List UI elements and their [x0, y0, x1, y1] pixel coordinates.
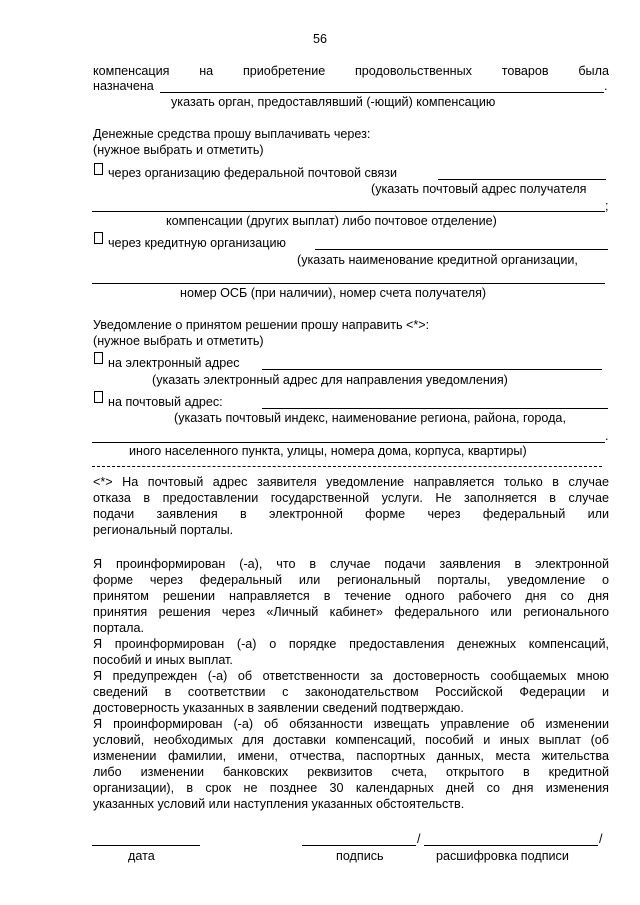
statement-line: Я предупрежден (-а) об ответственности за достоверность сообщаемых мною [93, 669, 609, 683]
notice-mail-field[interactable] [262, 408, 608, 409]
notice-mail-label: на почтовый адрес: [108, 395, 223, 409]
assigned-field[interactable] [160, 92, 604, 93]
signature-label: подпись [336, 849, 384, 863]
notice-email-checkbox[interactable] [94, 352, 103, 364]
payment-post-hint1: (указать почтовый адрес получателя [371, 182, 587, 196]
payment-post-hint2: компенсации (других выплат) либо почтовое отделение) [166, 214, 497, 228]
payment-post-semicolon: ; [605, 199, 609, 213]
decoding-field[interactable] [424, 845, 598, 846]
statement-line: организации), в срок не позднее 30 календарных дней со дня изменения [93, 781, 609, 795]
statement-line: либо изменении банковских реквизитов счета, открытого в кредитной [93, 765, 609, 779]
statement-line: Я проинформирован (-а) о порядке предоставления денежных компенсаций, [93, 637, 609, 651]
decoding-label: расшифровка подписи [436, 849, 569, 863]
statement-line: принятия решения через «Личный кабинет» федерального или регионального [93, 605, 609, 619]
assigned-end: . [604, 79, 608, 93]
footnote-line: подачи заявления в электронной форме через федеральный или [93, 507, 609, 521]
payment-bank-field-2[interactable] [92, 283, 605, 284]
signature-field[interactable] [302, 845, 416, 846]
slash-separator: / [599, 832, 603, 846]
footnote-line: отказа в предоставлении государственной услуги. Не заполняется в случае [93, 491, 609, 505]
statement-line: сведений в соответствии с законодательством Российской Федерации и [93, 685, 609, 699]
statement-line: форме через федеральный или региональный порталы, уведомление о [93, 573, 609, 587]
statement-line: достоверность указанных в заявлении сведений подтверждаю. [93, 701, 464, 715]
notice-mail-checkbox[interactable] [94, 391, 103, 403]
statement-line: пособий и иных выплат. [93, 653, 233, 667]
payment-bank-label: через кредитную организацию [108, 236, 286, 250]
comp-word: товаров [501, 64, 549, 78]
payment-bank-field[interactable] [315, 249, 608, 250]
notice-email-label: на электронный адрес [108, 356, 240, 370]
statement-line: условий, необходимых для доставки компенсаций, пособий и иных выплат (об [93, 733, 609, 747]
comp-row1 [93, 63, 609, 79]
comp-word: на [199, 64, 214, 78]
payment-post-checkbox[interactable] [94, 163, 103, 175]
notice-email-field[interactable] [262, 369, 602, 370]
statement-line: портала. [93, 621, 145, 635]
statement-line: Я проинформирован (-а) об обязанности извещать управление об изменении [93, 717, 609, 731]
notice-mail-hint1: (указать почтовый индекс, наименование региона, района, города, [174, 411, 566, 425]
notice-title: Уведомление о принятом решении прошу направить <*>: [93, 318, 430, 332]
comp-word: приобретение [242, 64, 326, 78]
statement-line: Я проинформирован (-а), что в случае подачи заявления в электронной [93, 557, 609, 571]
footnote-line: <*> На почтовый адрес заявителя уведомление направляется только в случае [93, 475, 609, 489]
comp-word: была [578, 64, 609, 78]
footnote-separator [92, 466, 602, 467]
payment-post-label: через организацию федеральной почтовой связи [108, 166, 398, 180]
payment-subtitle: (нужное выбрать и отметить) [93, 143, 264, 157]
comp-word: продовольственных [354, 64, 472, 78]
notice-subtitle: (нужное выбрать и отметить) [93, 334, 264, 348]
statement-line: изменении фамилии, имени, отчества, паспортных данных, места жительства [93, 749, 609, 763]
payment-bank-hint1: (указать наименование кредитной организации, [297, 253, 578, 267]
payment-post-field-2[interactable] [92, 211, 605, 212]
assigned-label: назначена [93, 79, 154, 93]
date-label: дата [128, 849, 155, 863]
payment-bank-hint2: номер ОСБ (при наличии), номер счета получателя) [180, 286, 487, 300]
notice-mail-hint2: иного населенного пункта, улицы, номера дома, корпуса, квартиры) [129, 444, 527, 458]
notice-mail-end: . [605, 429, 609, 443]
assigned-hint: указать орган, предоставлявший (-ющий) компенсацию [171, 95, 496, 109]
payment-title: Денежные средства прошу выплачивать через: [93, 127, 371, 141]
page-number: 56 [312, 32, 327, 46]
notice-email-hint: (указать электронный адрес для направления уведомления) [152, 373, 508, 387]
footnote-line: региональный порталы. [93, 523, 234, 537]
date-field[interactable] [92, 845, 200, 846]
statement-line: указанных условий или наступления указанных обстоятельств. [93, 797, 465, 811]
statement-line: принятом решении направляется в течение одного рабочего дня со дня [93, 589, 609, 603]
payment-post-field[interactable] [438, 179, 606, 180]
slash-separator: / [417, 832, 421, 846]
payment-bank-checkbox[interactable] [94, 232, 103, 244]
comp-word: компенсация [93, 64, 170, 78]
